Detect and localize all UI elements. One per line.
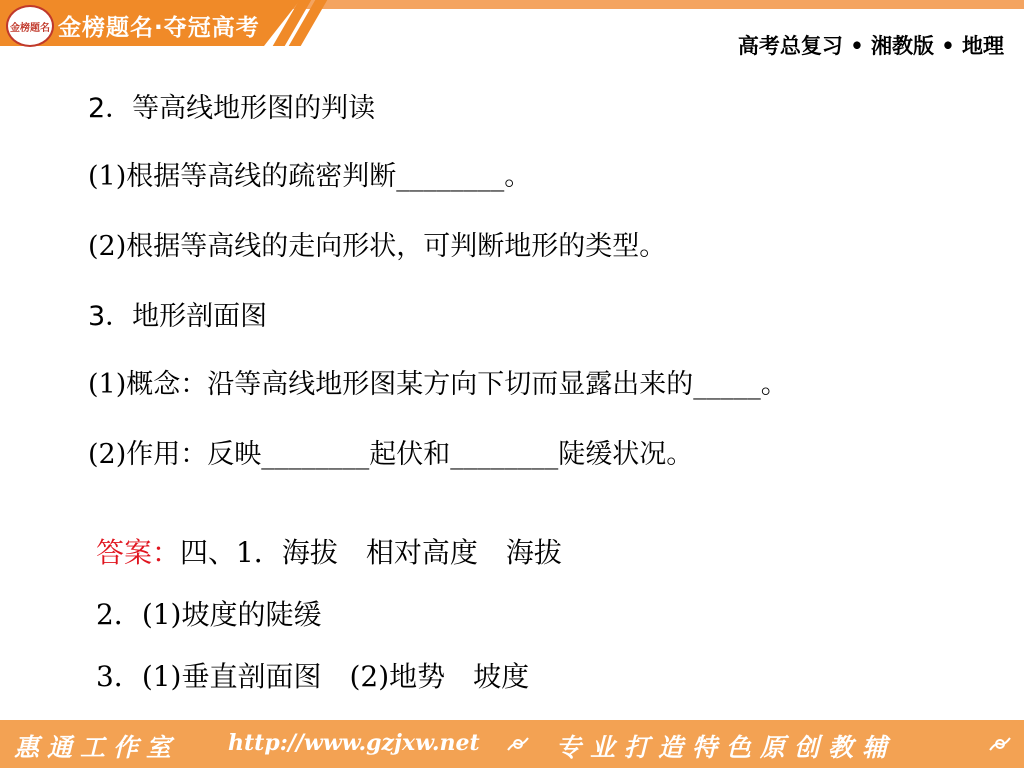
answer-label: 答案：	[96, 536, 181, 569]
footer-bar	[0, 720, 1024, 768]
logo-text: 金榜题名	[10, 22, 50, 34]
answer-text: 四、1．海拔 相对高度 海拔	[180, 536, 562, 569]
section-heading-2: 2．等高线地形图的判读	[88, 93, 376, 124]
answer-line: 2．(1)坡度的陡缓	[96, 598, 322, 631]
answer-line	[96, 536, 562, 570]
flower-ornament-icon	[988, 732, 1012, 756]
header-bar	[0, 0, 1024, 60]
content-line: (1)根据等高线的疏密判断________。	[88, 161, 532, 192]
footer-motto: 专业打造特色原创教辅	[556, 733, 897, 762]
footer-studio: 惠通工作室	[14, 733, 180, 762]
content-line: (2)根据等高线的走向形状，可判断地形的类型。	[88, 231, 667, 262]
header-slogan: 金榜题名·夺冠高考	[58, 15, 260, 41]
answer-line: 3．(1)垂直剖面图 (2)地势 坡度	[96, 660, 530, 693]
flower-ornament-icon	[506, 732, 530, 756]
footer-url: http://www.gzjxw.net	[228, 730, 480, 756]
section-heading-3: 3．地形剖面图	[88, 301, 268, 332]
series-title: 高考总复习 • 湘教版 • 地理	[737, 33, 1004, 58]
content-line: (2)作用：反映________起伏和________陡缓状况。	[88, 439, 694, 470]
logo-icon	[6, 5, 54, 47]
content-line: (1)概念：沿等高线地形图某方向下切而显露出来的_____。	[88, 369, 788, 400]
